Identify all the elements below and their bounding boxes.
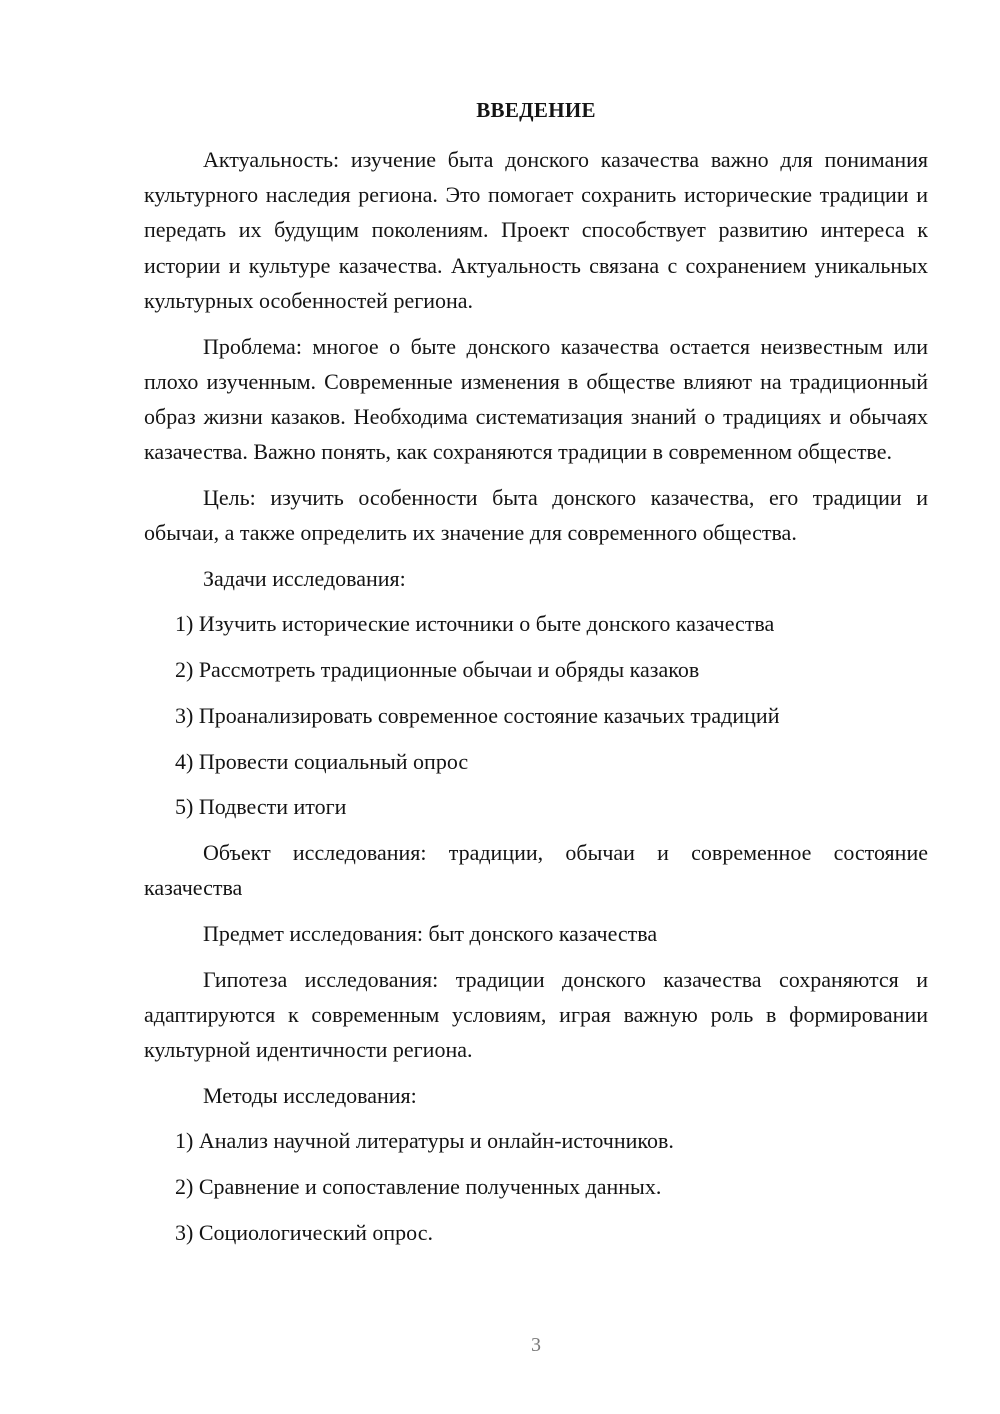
method-item: 3) Социологический опрос. — [175, 1219, 433, 1245]
document-body — [144, 142, 928, 1260]
paragraph-object: Объект исследования: традиции, обычаи и современное состояние казачества — [144, 839, 928, 901]
task-item: 2) Рассмотреть традиционные обычаи и обряды казаков — [175, 657, 700, 683]
task-item: 4) Провести социальный опрос — [175, 748, 469, 774]
task-item: 3) Проанализировать современное состояние казачьих традиций — [175, 702, 780, 728]
paragraph-goal: Цель: изучить особенности быта донского казачества, его традиции и обычаи, а также определить их значение для современного общества. — [144, 484, 928, 546]
paragraph-hypothesis: Гипотеза исследования: традиции донского казачества сохраняются и адаптируются к современным условиям, играя важную роль в формировании культурной идентичности региона. — [144, 966, 928, 1062]
task-item: 5) Подвести итоги — [175, 794, 347, 820]
page-title: ВВЕДЕНИЕ — [476, 98, 596, 122]
paragraph-subject: Предмет исследования: быт донского казачества — [203, 920, 658, 946]
methods-list — [144, 1123, 928, 1250]
task-item: 1) Изучить исторические источники о быте донского казачества — [175, 611, 775, 637]
method-item: 2) Сравнение и сопоставление полученных данных. — [175, 1174, 662, 1200]
method-item: 1) Анализ научной литературы и онлайн-источников. — [175, 1128, 674, 1154]
paragraph-problem: Проблема: многое о быте донского казачества остается неизвестным или плохо изученным. Современные изменения в обществе влияют на традиционный образ жизни казаков. Необходима систематизация знаний о традициях и обычаях казачества. Важно понять, как сохраняются традиции в современном обществе. — [144, 333, 928, 465]
tasks-list — [144, 606, 928, 824]
paragraph-relevance: Актуальность: изучение быта донского казачества важно для понимания культурного наследия региона. Это помогает сохранить исторические традиции и передать их будущим поколениям. Проект способствует развитию интереса к истории и культуре казачества. Актуальность связана с сохранением уникальных культурных особенностей региона. — [144, 147, 928, 313]
methods-heading: Методы исследования: — [203, 1082, 417, 1108]
page-number: 3 — [531, 1334, 541, 1356]
tasks-heading: Задачи исследования: — [203, 565, 406, 591]
